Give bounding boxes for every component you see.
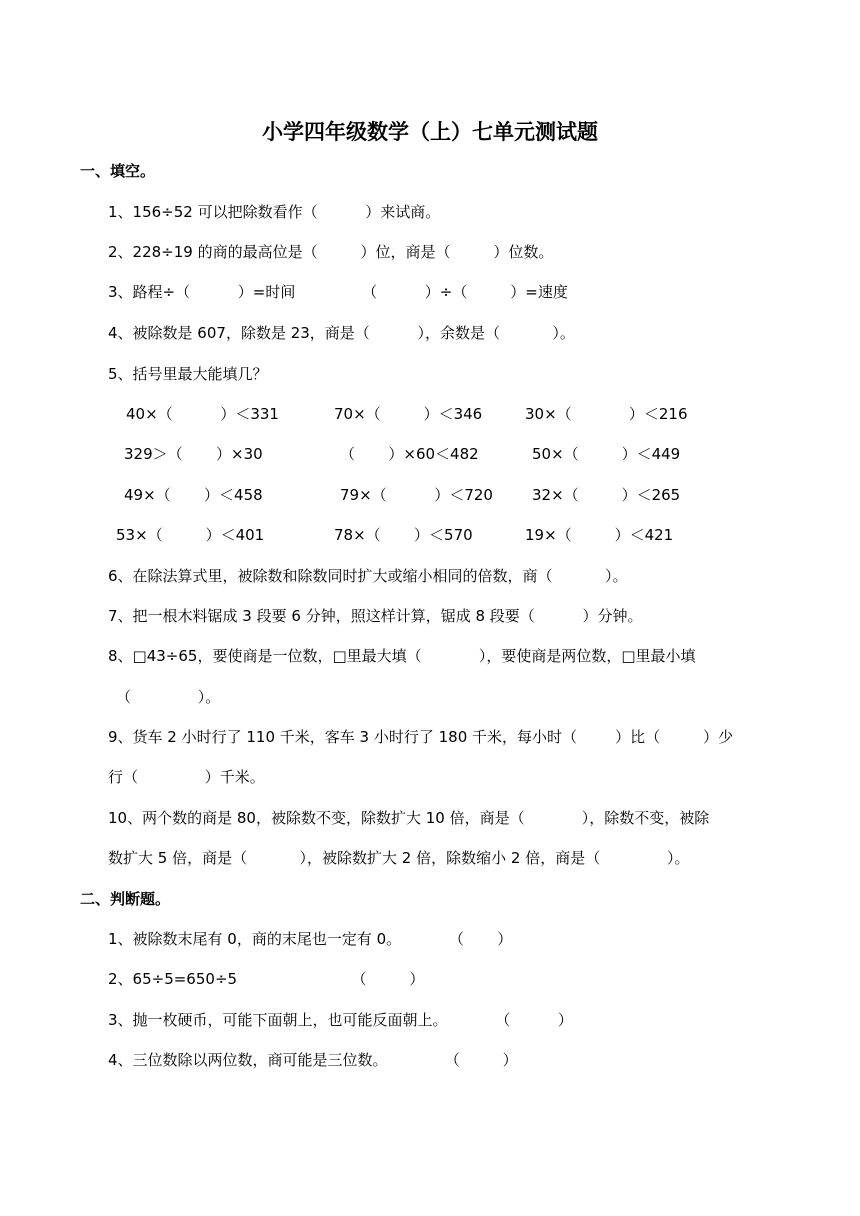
inequality-item: 70×（ ）＜346 <box>334 405 483 423</box>
inequality-item: 30×（ ）＜216 <box>525 405 688 423</box>
inequality-item: 329＞（ ）×30 <box>124 445 263 463</box>
question-9-line-2: 行（ ）千米。 <box>108 768 265 786</box>
question-3: 3、路程÷（ ）=时间 （ ）÷（ ）=速度 <box>108 283 568 301</box>
question-1: 1、156÷52 可以把除数看作（ ）来试商。 <box>108 203 441 221</box>
question-5: 5、括号里最大能填几？ <box>108 365 268 383</box>
inequality-item: 50×（ ）＜449 <box>532 445 681 463</box>
judgment-3: 3、抛一枚硬币，可能下面朝上，也可能反面朝上。 （ ） <box>108 1011 573 1029</box>
section-heading-fill-blank: 一、填空。 <box>80 162 156 180</box>
inequality-item: 19×（ ）＜421 <box>525 526 674 544</box>
inequality-item: 79×（ ）＜720 <box>340 486 493 504</box>
question-10-line-2: 数扩大 5 倍，商是（ ），被除数扩大 2 倍，除数缩小 2 倍，商是（ ）。 <box>108 849 690 867</box>
inequality-item: 49×（ ）＜458 <box>124 486 263 504</box>
inequality-item: 40×（ ）＜331 <box>126 405 279 423</box>
judgment-1: 1、被除数末尾有 0，商的末尾也一定有 0。 （ ） <box>108 930 513 948</box>
page-title: 小学四年级数学（上）七单元测试题 <box>262 120 598 144</box>
inequality-item: （ ）×60＜482 <box>340 445 479 463</box>
inequality-item: 53×（ ）＜401 <box>116 526 265 544</box>
question-6: 6、在除法算式里，被除数和除数同时扩大或缩小相同的倍数，商（ ）。 <box>108 567 628 585</box>
inequality-item: 32×（ ）＜265 <box>532 486 681 504</box>
question-10-line-1: 10、两个数的商是 80，被除数不变，除数扩大 10 倍，商是（ ），除数不变，被除 <box>108 809 710 827</box>
judgment-4: 4、三位数除以两位数，商可能是三位数。 （ ） <box>108 1051 518 1069</box>
question-7: 7、把一根木料锯成 3 段要 6 分钟，照这样计算，锯成 8 段要（ ）分钟。 <box>108 607 643 625</box>
question-2: 2、228÷19 的商的最高位是（ ）位，商是（ ）位数。 <box>108 243 554 261</box>
question-8-line-1: 8、□43÷65，要使商是一位数，□里最大填（ ），要使商是两位数，□里最小填 <box>108 647 696 665</box>
judgment-2: 2、65÷5=650÷5 （ ） <box>108 970 425 988</box>
question-9-line-1: 9、货车 2 小时行了 110 千米，客车 3 小时行了 180 千米，每小时（ ）比（ ）少 <box>108 728 734 746</box>
inequality-item: 78×（ ）＜570 <box>334 526 473 544</box>
question-4: 4、被除数是 607，除数是 23，商是（ ），余数是（ ）。 <box>108 324 575 342</box>
section-heading-true-false: 二、判断题。 <box>80 890 171 908</box>
question-8-line-2: （ ）。 <box>116 688 221 706</box>
